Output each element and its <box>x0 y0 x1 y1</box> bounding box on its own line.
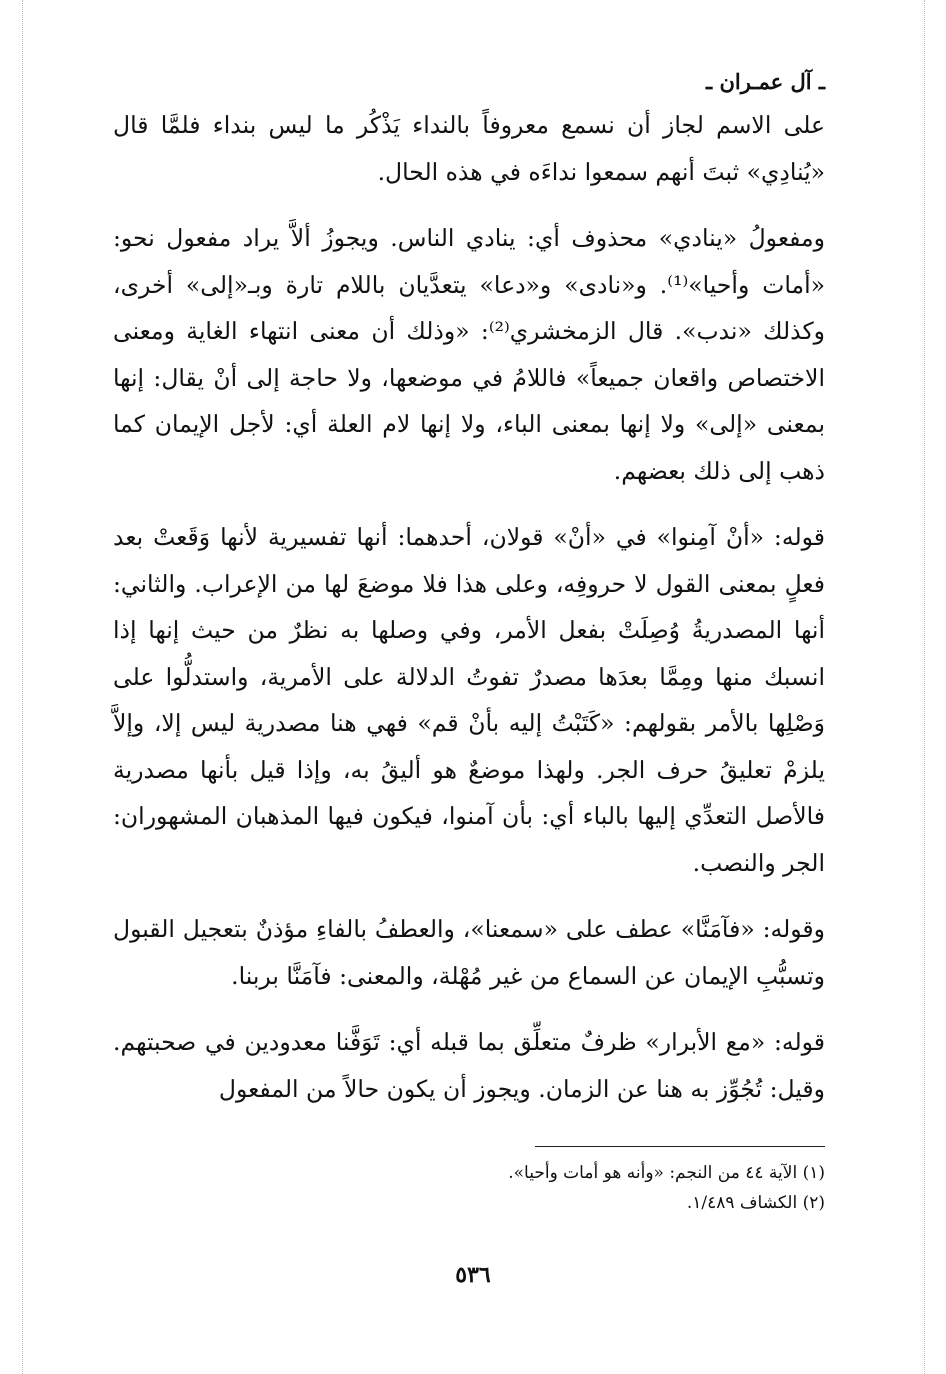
footnote-rule <box>535 1146 825 1147</box>
page-body <box>113 62 825 1112</box>
footnote-1: (١) الآية ٤٤ من النجم: «وأنه هو أمات وأحيا». <box>508 1163 825 1183</box>
paragraph-1: على الاسم لجاز أن نسمع معروفاً بالنداء يَذْكُر ما ليس بنداء فلمَّا قال «يُنادِي» ثبتَ أنهم سمعوا نداءَه في هذه الحال. <box>113 111 825 186</box>
footnote-2: (٢) الكشاف ١/٤٨٩. <box>686 1193 825 1213</box>
running-header: ـ آل عمـران ـ <box>706 69 825 94</box>
paragraph-3: قوله: «أنْ آمِنوا» في «أنْ» قولان، أحدهما: أنها تفسيرية لأنها وَقَعتْ بعد فعلٍ بمعنى القول لا حروفِه، وعلى هذا فلا موضعَ لها من الإعراب. والثاني: أنها المصدريةُ وُصِلَتْ بفعل الأمر، وفي وصلها به نظرٌ من حيث إنها إذا انسبك منها ومِمَّا بعدَها مصدرٌ تفوتُ الدلالة على الأمرية، واستدلُّوا على وَصْلِها بالأمر بقولهم: «كَتَبْتُ إليه بأنْ قم» فهي هنا مصدرية ليس إلا، وإلاَّ يلزمْ تعليقُ حرف الجر. ولهذا موضعٌ هو أليقُ به، وإذا قيل بأنها مصدرية فالأصل التعدِّي إليها بالباء أي: بأن آمنوا، فيكون فيها المذهبان المشهوران: الجر والنصب. <box>113 523 825 877</box>
paragraph-4: وقوله: «فآمَنَّا» عطف على «سمعنا»، والعطفُ بالفاءِ مؤذنٌ بتعجيل القبول وتسبُّبِ الإيمان عن السماع من غير مُهْلة، والمعنى: فآمَنَّا بربنا. <box>113 915 825 990</box>
paragraph-2: ومفعولُ «ينادي» محذوف أي: ينادي الناس. ويجوزُ ألاَّ يراد مفعول نحو: «أمات وأحيا»⁽¹⁾. و«نادى» و«دعا» يتعدَّيان باللام تارة وبـ«إلى» أخرى، وكذلك «ندب». قال الزمخشري⁽²⁾: «وذلك أن معنى انتهاء الغاية ومعنى الاختصاص واقعان جميعاً» فاللامُ في موضعها، ولا حاجة إلى أنْ يقال: إنها بمعنى «إلى» ولا إنها بمعنى الباء، ولا إنها لام العلة أي: لأجل الإيمان كما ذهب إلى ذلك بعضهم. <box>113 224 825 485</box>
paragraph-5: قوله: «مع الأبرار» ظرفٌ متعلِّق بما قبله أي: تَوَفَّنا معدودين في صحبتهم. وقيل: تُجُوِّز به هنا عن الزمان. ويجوز أن يكون حالاً من المفعول <box>113 1028 825 1103</box>
page-number: ٥٣٦ <box>455 1262 491 1288</box>
footnotes <box>400 1158 825 1218</box>
